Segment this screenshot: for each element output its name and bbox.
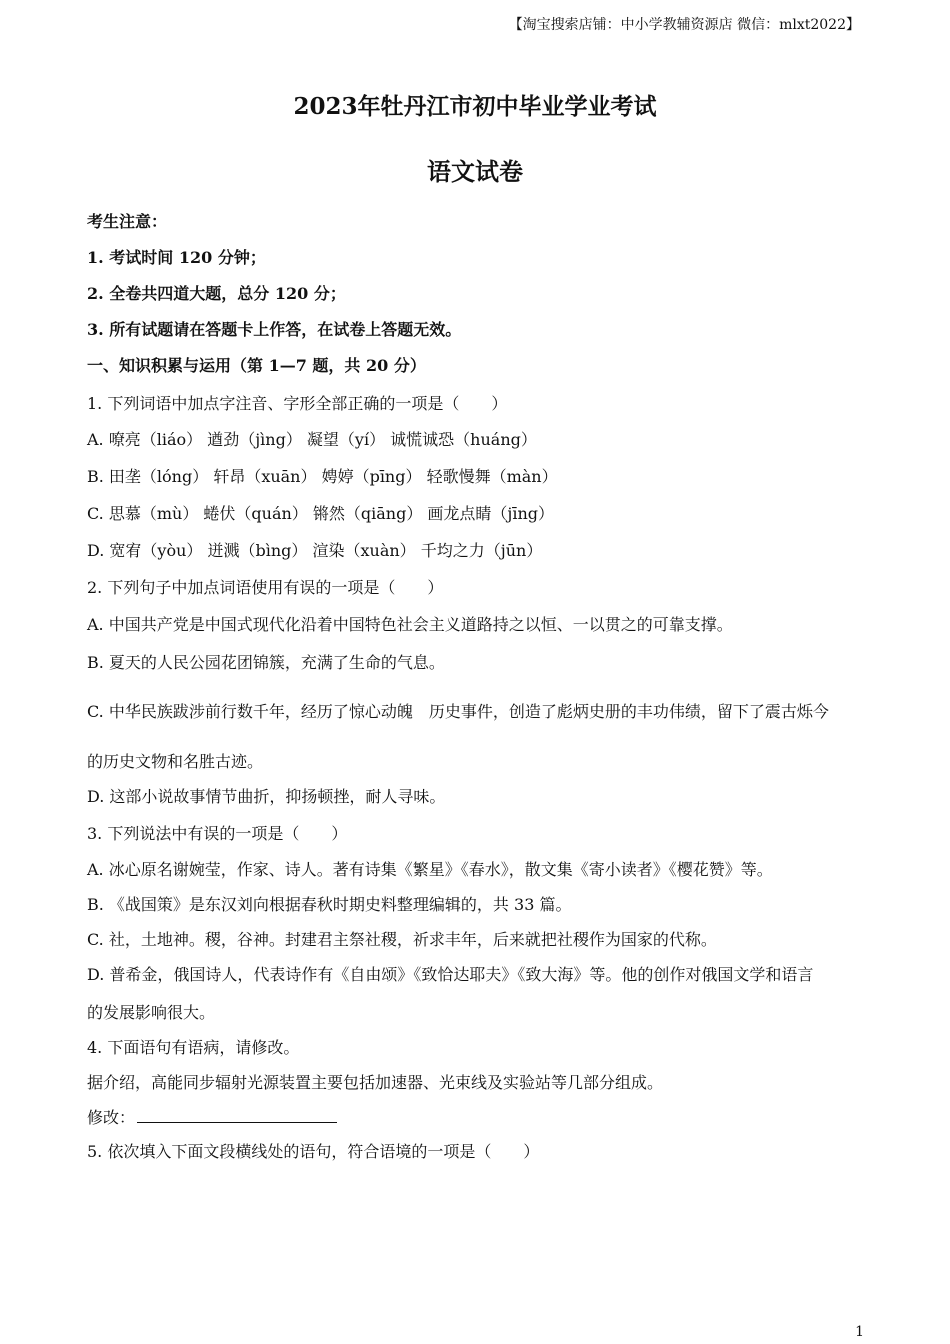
question-4-stem: 4. 下面语句有语病，请修改。 bbox=[87, 1038, 300, 1057]
question-2-stem: 2. 下列句子中加点词语使用有误的一项是（ ） bbox=[87, 578, 444, 597]
exam-subtitle: 语文试卷 bbox=[427, 157, 523, 186]
question-2-option-b: B. 夏天的人民公园花团锦簇，充满了生命的气息。 bbox=[87, 653, 445, 672]
question-2-option-a: A. 中国共产党是中国式现代化沿着中国特色社会主义道路持之以恒、一以贯之的可靠支撑。 bbox=[87, 615, 733, 634]
question-4-answer-row bbox=[87, 1105, 337, 1128]
notice-item: 3. 所有试题请在答题卡上作答，在试卷上答题无效。 bbox=[87, 320, 462, 339]
question-2-option-d: D. 这部小说故事情节曲折，抑扬顿挫，耐人寻味。 bbox=[87, 787, 446, 806]
question-1-stem: 1. 下列词语中加点字注音、字形全部正确的一项是（ ） bbox=[87, 394, 508, 413]
question-3-option-d: D. 普希金，俄国诗人，代表诗作有《自由颂》《致恰达耶夫》《致大海》等。他的创作对俄国文学和语言 bbox=[87, 965, 814, 984]
question-1-option-c: C. 思慕（mù） 蜷伏（quán） 锵然（qiāng） 画龙点睛（jīng） bbox=[87, 504, 555, 523]
page-header-note: 【淘宝搜索店铺：中小学教辅资源店 微信：mlxt2022】 bbox=[508, 17, 860, 33]
question-3-option-c: C. 社，土地神。稷，谷神。封建君主祭社稷，祈求丰年，后来就把社稷作为国家的代称。 bbox=[87, 930, 717, 949]
question-1-option-b: B. 田垄（lóng） 轩昂（xuān） 娉婷（pīng） 轻歌慢舞（màn） bbox=[87, 467, 558, 486]
question-3-option-a: A. 冰心原名谢婉莹，作家、诗人。著有诗集《繁星》《春水》，散文集《寄小读者》《樱花赞》等。 bbox=[87, 860, 773, 879]
answer-blank-line[interactable] bbox=[137, 1108, 337, 1123]
section-heading: 一、知识积累与运用（第 1—7 题，共 20 分） bbox=[87, 356, 426, 375]
question-1-option-a: A. 嘹亮（liáo） 遒劲（jìng） 凝望（yí） 诚慌诚恐（huáng） bbox=[87, 430, 537, 449]
question-3-option-b: B. 《战国策》是东汉刘向根据春秋时期史料整理编辑的，共 33 篇。 bbox=[87, 895, 572, 914]
question-3-option-d-cont: 的发展影响很大。 bbox=[87, 1003, 216, 1022]
exam-title: 2023年牡丹江市初中毕业学业考试 bbox=[293, 93, 657, 120]
notice-item: 1. 考试时间 120 分钟； bbox=[87, 248, 266, 267]
question-2-option-c-cont: 的历史文物和名胜古迹。 bbox=[87, 752, 264, 771]
question-2-option-c: C. 中华民族跋涉前行数千年，经历了惊心动魄 历史事件，创造了彪炳史册的丰功伟绩，留下了震古烁今 bbox=[87, 702, 829, 721]
notice-heading: 考生注意： bbox=[87, 212, 168, 231]
question-5-stem: 5. 依次填入下面文段横线处的语句，符合语境的一项是（ ） bbox=[87, 1142, 540, 1161]
question-4-sentence: 据介绍，高能同步辐射光源装置主要包括加速器、光束线及实验站等几部分组成。 bbox=[87, 1073, 664, 1092]
notice-item: 2. 全卷共四道大题，总分 120 分； bbox=[87, 284, 346, 303]
question-3-stem: 3. 下列说法中有误的一项是（ ） bbox=[87, 824, 348, 843]
answer-label: 修改： bbox=[87, 1108, 136, 1127]
question-1-option-d: D. 宽宥（yòu） 迸溅（bìng） 渲染（xuàn） 千均之力（jūn） bbox=[87, 541, 543, 560]
page-number: 1 bbox=[855, 1324, 864, 1340]
